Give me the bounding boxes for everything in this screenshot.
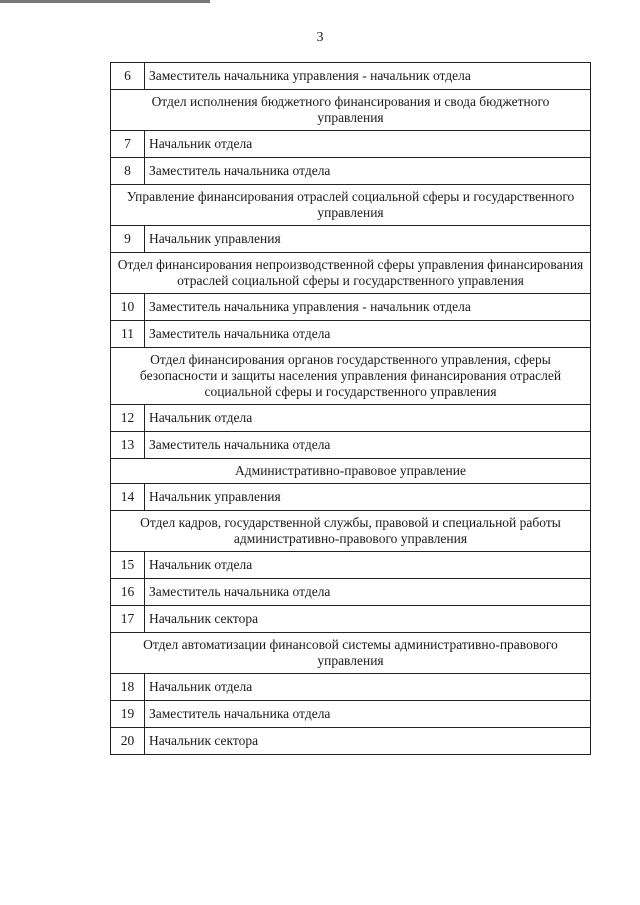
section-row (111, 185, 591, 226)
section-row (111, 459, 591, 484)
row-number: 16 (111, 579, 145, 606)
position-title: Начальник отдела (145, 552, 591, 579)
row-number: 14 (111, 484, 145, 511)
top-rule (0, 0, 210, 3)
table-row (111, 728, 591, 755)
position-title: Заместитель начальника отдела (145, 579, 591, 606)
row-number: 8 (111, 158, 145, 185)
page-number: 3 (316, 30, 324, 45)
position-title: Заместитель начальника отдела (145, 701, 591, 728)
row-number: 12 (111, 405, 145, 432)
position-title: Заместитель начальника отдела (145, 158, 591, 185)
table-row (111, 579, 591, 606)
table-row (111, 484, 591, 511)
table-row (111, 158, 591, 185)
table-row (111, 552, 591, 579)
section-title: Отдел финансирования непроизводственной сферы управления финансирования отраслей социальной сферы и государственного управления (111, 253, 591, 294)
table-row (111, 63, 591, 90)
table-row (111, 674, 591, 701)
table-row (111, 226, 591, 253)
section-row (111, 348, 591, 405)
table-row (111, 321, 591, 348)
row-number: 15 (111, 552, 145, 579)
row-number: 6 (111, 63, 145, 90)
section-title: Отдел финансирования органов государственного управления, сферы безопасности и защиты населения управления финансирования отраслей социальной сферы и государственного управления (111, 348, 591, 405)
table-row (111, 405, 591, 432)
section-title: Отдел исполнения бюджетного финансирования и свода бюджетного управления (111, 90, 591, 131)
position-title: Начальник сектора (145, 728, 591, 755)
row-number: 19 (111, 701, 145, 728)
section-row (111, 633, 591, 674)
row-number: 9 (111, 226, 145, 253)
row-number: 7 (111, 131, 145, 158)
section-title: Управление финансирования отраслей социальной сферы и государственного управления (111, 185, 591, 226)
position-title: Начальник сектора (145, 606, 591, 633)
row-number: 17 (111, 606, 145, 633)
row-number: 20 (111, 728, 145, 755)
row-number: 13 (111, 432, 145, 459)
table-row (111, 606, 591, 633)
position-title: Заместитель начальника отдела (145, 321, 591, 348)
section-title: Отдел автоматизации финансовой системы административно-правового управления (111, 633, 591, 674)
table-row (111, 701, 591, 728)
table-row (111, 131, 591, 158)
section-row (111, 253, 591, 294)
position-title: Заместитель начальника отдела (145, 432, 591, 459)
position-title: Начальник отдела (145, 674, 591, 701)
position-title: Начальник отдела (145, 131, 591, 158)
position-title: Начальник управления (145, 484, 591, 511)
section-row (111, 511, 591, 552)
section-row (111, 90, 591, 131)
position-title: Начальник управления (145, 226, 591, 253)
row-number: 11 (111, 321, 145, 348)
table-row (111, 294, 591, 321)
position-title: Начальник отдела (145, 405, 591, 432)
row-number: 18 (111, 674, 145, 701)
position-title: Заместитель начальника управления - начальник отдела (145, 294, 591, 321)
position-title: Заместитель начальника управления - начальник отдела (145, 63, 591, 90)
row-number: 10 (111, 294, 145, 321)
positions-table (110, 62, 591, 755)
table-row (111, 432, 591, 459)
section-title: Отдел кадров, государственной службы, правовой и специальной работы административно-правового управления (111, 511, 591, 552)
section-title: Административно-правовое управление (111, 459, 591, 484)
